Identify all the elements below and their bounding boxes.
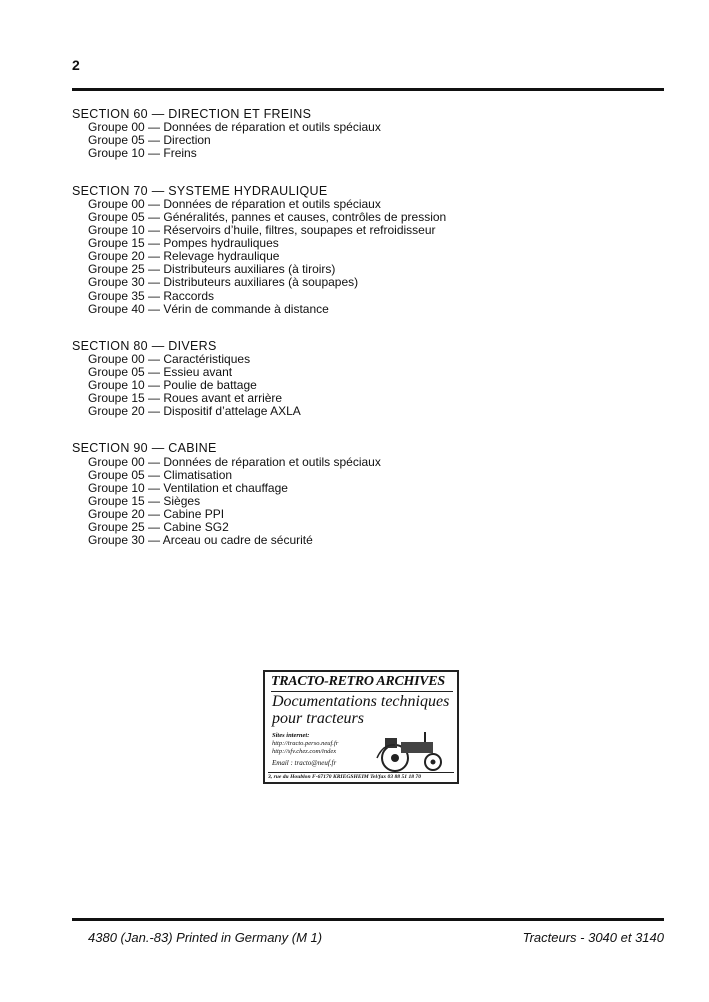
stamp-title: TRACTO-RETRO ARCHIVES: [271, 674, 453, 692]
section-80: [72, 340, 672, 419]
section-title: SECTION 80 — DIVERS: [72, 338, 217, 353]
stamp-site-link: http://sfv.chez.com/index: [272, 748, 337, 755]
section-title: SECTION 70 — SYSTEME HYDRAULIQUE: [72, 183, 328, 198]
group-item: Groupe 15 — Sièges: [88, 494, 201, 509]
group-item: Groupe 20 — Cabine PPI: [88, 507, 225, 522]
group-item: Groupe 20 — Dispositif d’attelage AXLA: [88, 404, 301, 419]
stamp-email: Email : tracto@neuf.fr: [272, 759, 337, 767]
archive-stamp: [263, 670, 459, 784]
section-90: [72, 442, 672, 547]
top-rule: [72, 88, 664, 91]
table-of-contents: [72, 108, 672, 571]
section-title: SECTION 90 — CABINE: [72, 441, 217, 456]
group-item: Groupe 00 — Données de réparation et outils spéciaux: [88, 454, 381, 469]
group-item: Groupe 40 — Vérin de commande à distance: [88, 301, 329, 316]
group-item: Groupe 00 — Données de réparation et outils spéciaux: [88, 196, 381, 211]
group-item: Groupe 20 — Relevage hydraulique: [88, 249, 280, 264]
group-item: Groupe 10 — Réservoirs d’huile, filtres, soupapes et refroidisseur: [88, 223, 436, 238]
section-title: SECTION 60 — DIRECTION ET FREINS: [72, 107, 312, 121]
group-item: Groupe 05 — Climatisation: [88, 467, 233, 482]
group-item: Groupe 35 — Raccords: [88, 288, 215, 303]
group-item: Groupe 15 — Roues avant et arrière: [88, 391, 283, 406]
stamp-subtitle-line1: Documentations techniques: [272, 693, 450, 710]
group-item: Groupe 05 — Direction: [88, 133, 211, 148]
section-60: [72, 108, 672, 161]
group-item: Groupe 10 — Freins: [88, 146, 197, 161]
group-item: Groupe 05 — Généralités, pannes et causes, contrôles de pression: [88, 209, 447, 224]
footer-publication-info: 4380 (Jan.-83) Printed in Germany (M 1): [88, 930, 323, 945]
page-number: 2: [72, 57, 80, 73]
group-item: Groupe 00 — Caractéristiques: [88, 352, 251, 367]
bottom-rule: [72, 918, 664, 921]
section-70: [72, 185, 672, 316]
group-item: Groupe 25 — Cabine SG2: [88, 520, 229, 535]
group-item: Groupe 25 — Distributeurs auxiliares (à tiroirs): [88, 262, 336, 277]
group-item: Groupe 10 — Poulie de battage: [88, 378, 257, 393]
stamp-sites-label: Sites internet:: [272, 732, 310, 739]
stamp-subtitle-line2: pour tracteurs: [272, 710, 364, 727]
group-item: Groupe 30 — Arceau ou cadre de sécurité: [88, 533, 313, 548]
group-item: Groupe 05 — Essieu avant: [88, 365, 233, 380]
group-item: Groupe 10 — Ventilation et chauffage: [88, 480, 288, 495]
tractor-icon: [373, 728, 451, 772]
group-item: Groupe 15 — Pompes hydrauliques: [88, 236, 279, 251]
group-item: Groupe 00 — Données de réparation et outils spéciaux: [88, 120, 381, 135]
stamp-site-link: http://tracto.perso.neuf.fr: [272, 740, 339, 747]
stamp-address: 3, rue du Houblon F-67170 KRIEGSHEIM Tel/fax 03 88 51 18 70: [268, 772, 454, 780]
group-item: Groupe 30 — Distributeurs auxiliares (à soupapes): [88, 275, 359, 290]
footer-model-info: Tracteurs - 3040 et 3140: [522, 930, 664, 945]
